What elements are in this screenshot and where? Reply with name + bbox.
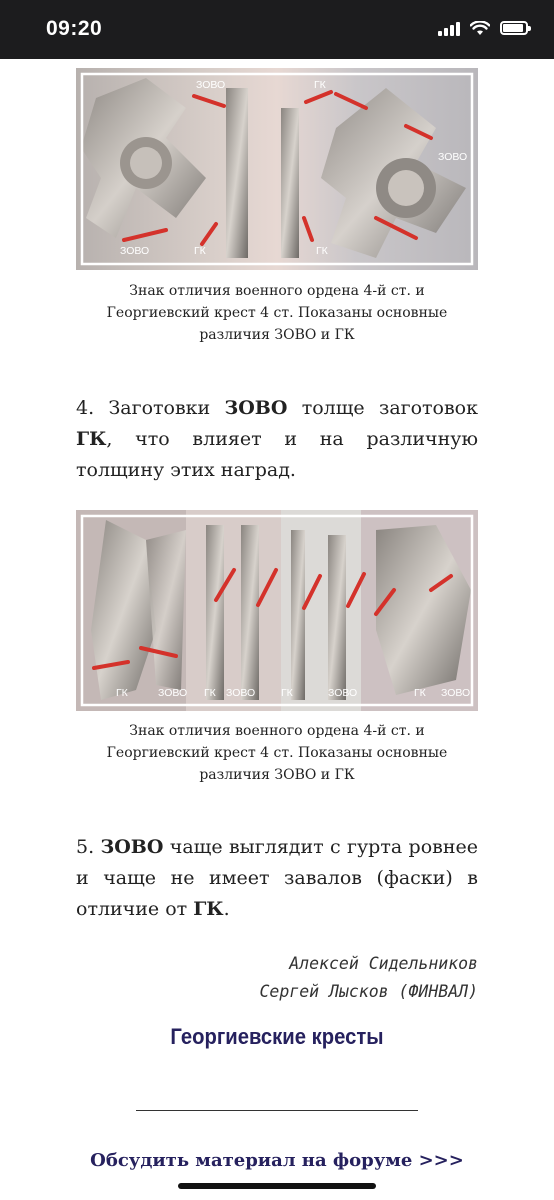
fig1-label-1: ЗОВО xyxy=(196,79,226,91)
fig2-label-7: ГК xyxy=(414,687,426,699)
point-4-paragraph: 4. Заготовки ЗОВО толще заготовок ГК, что влияет и на различную толщину этих наград. xyxy=(76,397,478,481)
figure-2-photo xyxy=(76,510,478,711)
status-icons xyxy=(438,20,528,36)
status-time: 09:20 xyxy=(46,17,103,40)
home-indicator xyxy=(178,1183,376,1189)
fig1-label-3: ЗОВО xyxy=(438,151,468,163)
section-link-georgian-crosses[interactable]: Георгиевские кресты xyxy=(170,1024,384,1049)
figure-1-photo xyxy=(76,68,478,270)
fig2-label-4: ЗОВО xyxy=(226,687,256,699)
author-2: Сергей Лысков (ФИНВАЛ) xyxy=(259,982,478,1001)
figure-2-caption: Знак отличия военного ордена 4-й ст. и Георгиевский крест 4 ст. Показаны основные различия ЗОВО и ГК xyxy=(106,723,448,783)
author-1: Алексей Сидельников xyxy=(289,954,478,973)
figure-1-caption: Знак отличия военного ордена 4-й ст. и Георгиевский крест 4 ст. Показаны основные различия ЗОВО и ГК xyxy=(106,283,448,343)
fig1-label-4: ГК xyxy=(194,245,206,257)
fig2-label-1: ГК xyxy=(116,687,128,699)
fig1-label-6: ЗОВО xyxy=(120,245,150,257)
signal-icon xyxy=(438,20,460,36)
status-bar xyxy=(0,0,554,59)
fig2-label-5: ГК xyxy=(281,687,293,699)
point-5-paragraph: 5. ЗОВО чаще выглядит с гурта ровнее и чаще не имеет завалов (фаски) в отличие от ГК. xyxy=(76,836,478,920)
fig2-label-6: ЗОВО xyxy=(328,687,358,699)
fig2-label-2: ЗОВО xyxy=(158,687,188,699)
fig1-label-5: ГК xyxy=(316,245,328,257)
fig2-label-3: ГК xyxy=(204,687,216,699)
fig1-label-2: ГК xyxy=(314,79,326,91)
divider xyxy=(136,1110,418,1111)
wifi-icon xyxy=(470,21,490,36)
forum-discuss-link[interactable]: Обсудить материал на форуме >>> xyxy=(90,1150,464,1171)
fig2-label-8: ЗОВО xyxy=(441,687,471,699)
battery-icon xyxy=(500,21,528,35)
